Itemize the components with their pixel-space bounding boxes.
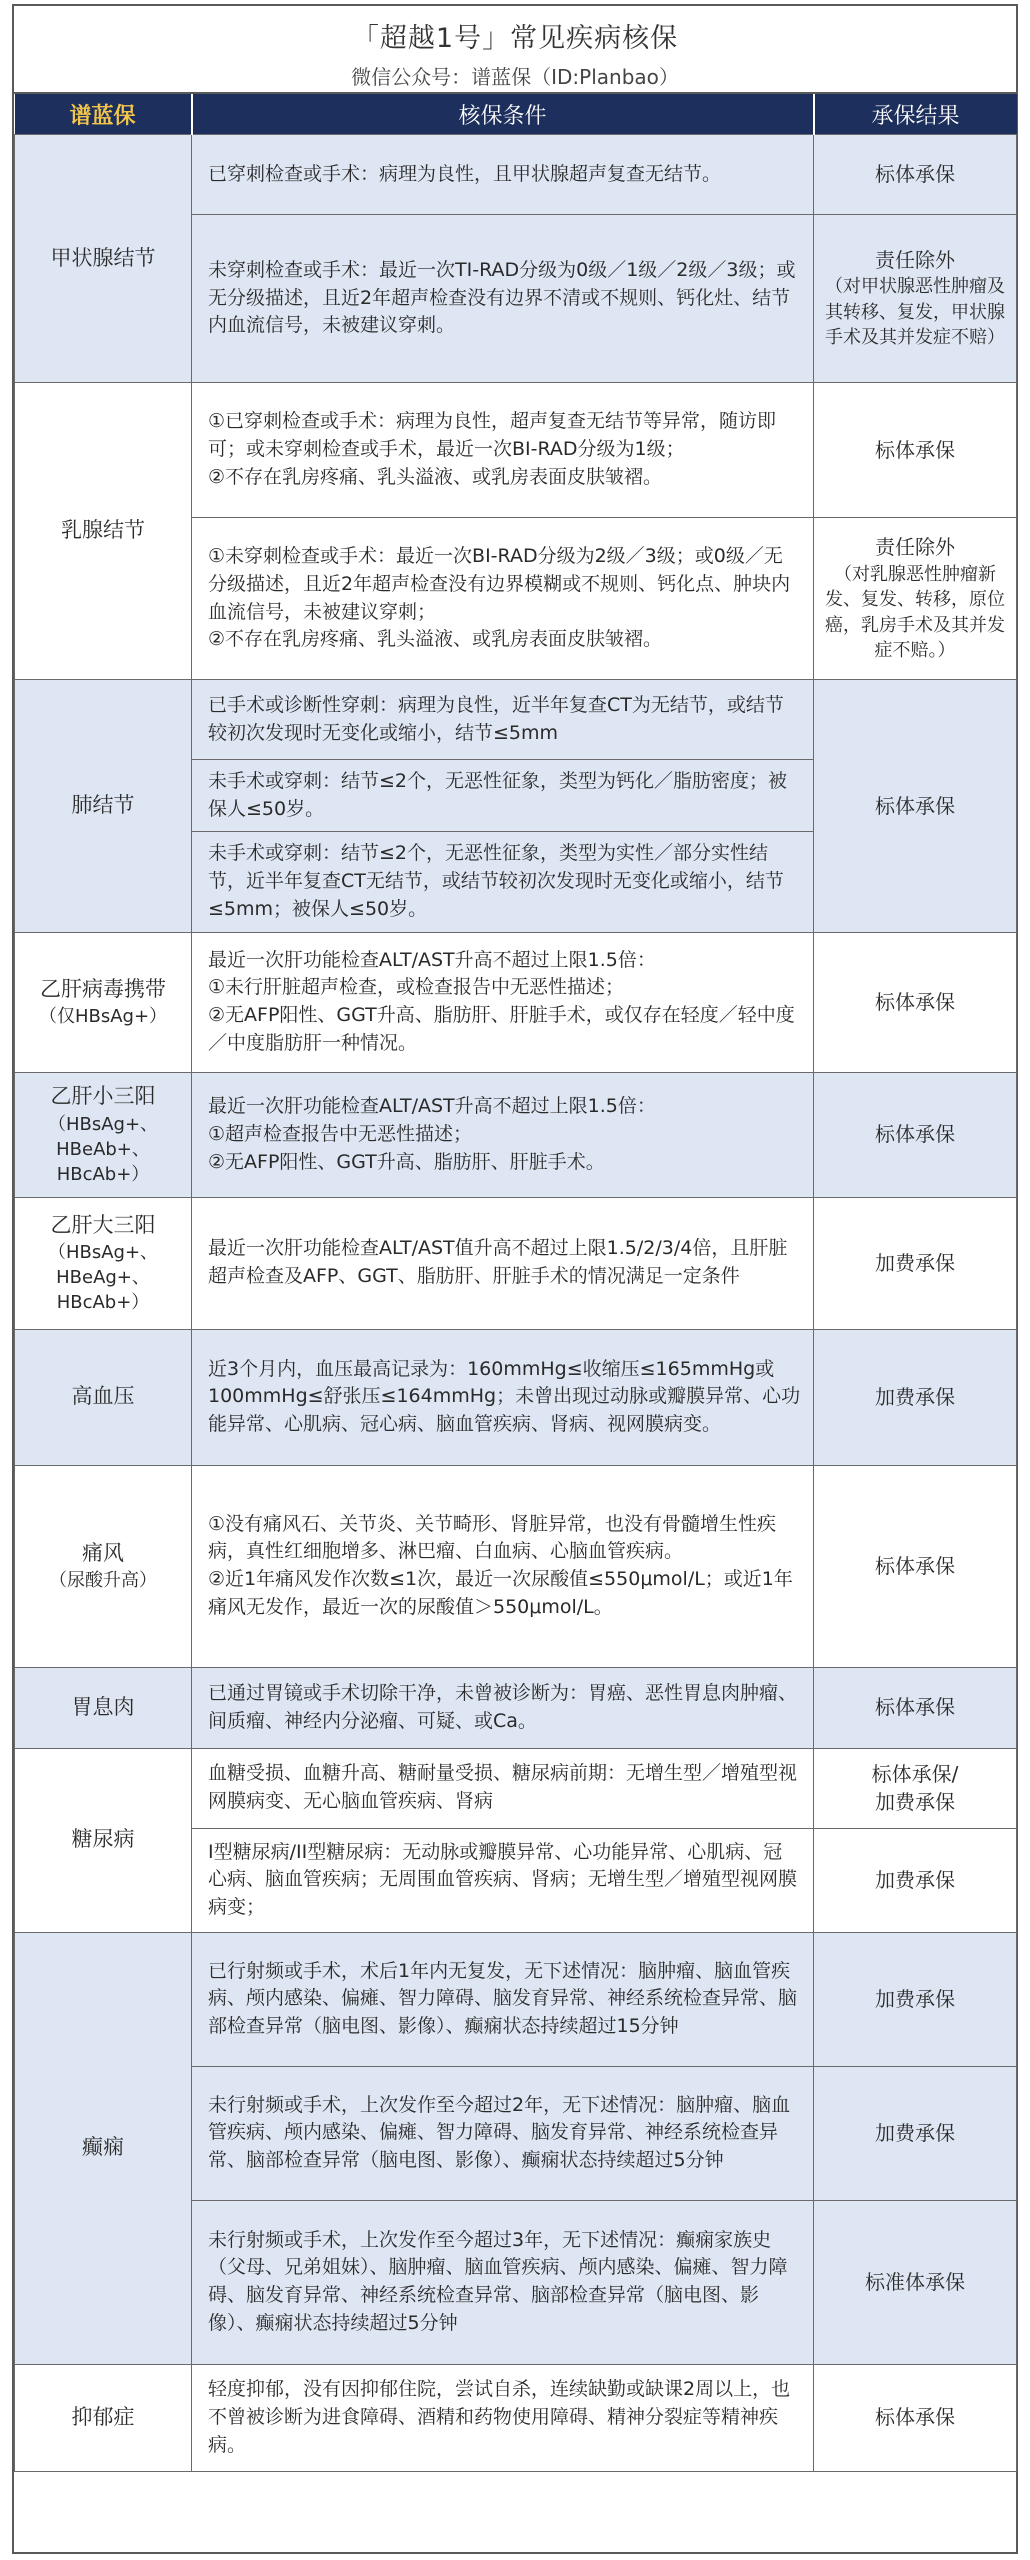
underwriting-sheet <box>12 4 1018 2554</box>
table-row <box>15 1932 1017 2066</box>
table-row <box>15 2364 1017 2471</box>
result-label: 标体承保/ 加费承保 <box>871 1761 959 1815</box>
condition-cell: 已通过胃镜或手术切除干净，未曾被诊断为：胃癌、恶性胃息肉肿瘤、间质瘤、神经内分泌瘤、可疑、或Ca。 <box>192 1667 814 1748</box>
page-title: 「超越1号」常见疾病核保 <box>351 23 679 54</box>
condition-cell: 已手术或诊断性穿刺：病理为良性，近半年复查CT为无结节，或结节较初次发现时无变化或缩小，结节≤5mm <box>192 680 814 760</box>
disease-name-cell <box>15 1197 192 1329</box>
result-cell <box>814 2200 1017 2364</box>
disease-name-cell <box>15 1072 192 1197</box>
underwriting-table <box>14 94 1017 2472</box>
condition-cell: 最近一次肝功能检查ALT/AST值升高不超过上限1.5/2/3/4倍，且肝脏超声检查及AFP、GGT、脂肪肝、肝脏手术的情况满足一定条件 <box>192 1197 814 1329</box>
table-row <box>15 1197 1017 1329</box>
result-label: 加费承保 <box>875 1867 955 1892</box>
condition-cell: 未穿刺检查或手术：最近一次TI-RAD分级为0级／1级／2级／3级；或无分级描述，且近2年超声检查没有边界不清或不规则、钙化灶、结节内血流信号，未被建议穿刺。 <box>192 215 814 383</box>
disease-name: 甲状腺结节 <box>50 245 156 270</box>
condition-cell: 未手术或穿刺：结节≤2个，无恶性征象，类型为实性／部分实性结节，近半年复查CT无结节，或结节较初次发现时无变化或缩小，结节≤5mm；被保人≤50岁。 <box>192 832 814 932</box>
disease-name-cell <box>15 1667 192 1748</box>
result-label: 加费承保 <box>875 2120 955 2145</box>
result-cell <box>814 135 1017 215</box>
result-label: 标体承保 <box>875 1553 955 1578</box>
condition-cell: 近3个月内，血压最高记录为：160mmHg≤收缩压≤165mmHg或100mmHg≤舒张压≤164mmHg；未曾出现过动脉或瓣膜异常、心功能异常、心肌病、冠心病、脑血管疾病、肾病、视网膜病变。 <box>192 1329 814 1465</box>
result-label: 标体承保 <box>875 989 955 1014</box>
result-label: 责任除外 <box>875 247 955 272</box>
table-row <box>15 135 1017 215</box>
result-cell <box>814 518 1017 680</box>
table-row <box>15 1465 1017 1667</box>
condition-cell: 已穿刺检查或手术：病理为良性，且甲状腺超声复查无结节。 <box>192 135 814 215</box>
result-label: 加费承保 <box>875 1250 955 1275</box>
condition-cell: 未行射频或手术，上次发作至今超过2年，无下述情况：脑肿瘤、脑血管疾病、颅内感染、偏瘫、智力障碍、脑发育异常、神经系统检查异常、脑部检查异常（脑电图、影像）、癫痫状态持续超过5分钟 <box>192 2066 814 2200</box>
table-header-row <box>15 94 1017 135</box>
disease-name-cell <box>15 2364 192 2471</box>
disease-name: 乳腺结节 <box>61 518 145 543</box>
table-row <box>15 1072 1017 1197</box>
conditions-column-header: 核保条件 <box>192 94 814 135</box>
condition-cell: 最近一次肝功能检查ALT/AST升高不超过上限1.5倍： ①未行肝脏超声检查，或检查报告中无恶性描述； ②无AFP阳性、GGT升高、脂肪肝、肝脏手术，或仅存在轻度／轻中度／中度脂肪肝一种情况。 <box>192 932 814 1072</box>
result-cell <box>814 215 1017 383</box>
result-label: 标体承保 <box>875 162 955 187</box>
result-cell <box>814 383 1017 518</box>
disease-name: 乙肝大三阳 <box>50 1212 156 1237</box>
condition-cell: ①未穿刺检查或手术：最近一次BI-RAD分级为2级／3级；或0级／无分级描述，且近2年超声检查没有边界模糊或不规则、钙化点、肿块内血流信号，未被建议穿刺； ②不存在乳房疼痛、乳头溢液、或乳房表面皮肤皱褶。 <box>192 518 814 680</box>
disease-subtitle: （HBsAg+、 HBeAg+、 HBcAb+） <box>47 1242 159 1314</box>
disease-name-cell <box>15 1465 192 1667</box>
table-row <box>15 1329 1017 1465</box>
result-cell <box>814 1072 1017 1197</box>
condition-cell: 最近一次肝功能检查ALT/AST升高不超过上限1.5倍： ①超声检查报告中无恶性描述； ②无AFP阳性、GGT升高、脂肪肝、肝脏手术。 <box>192 1072 814 1197</box>
result-cell <box>814 1329 1017 1465</box>
disease-name: 胃息肉 <box>71 1694 135 1719</box>
table-row <box>15 680 1017 760</box>
result-label: 加费承保 <box>875 1384 955 1409</box>
result-note: （对甲状腺恶性肿瘤及其转移、复发，甲状腺手术及其并发症不赔） <box>825 276 1005 349</box>
disease-subtitle: （HBsAg+、 HBeAb+、 HBcAb+） <box>47 1113 159 1185</box>
result-cell <box>814 1748 1017 1828</box>
disease-subtitle: （仅HBsAg+） <box>38 1006 168 1028</box>
table-row <box>15 1748 1017 1828</box>
result-cell <box>814 1932 1017 2066</box>
result-cell: 标体承保 <box>814 680 1017 933</box>
result-label: 标体承保 <box>875 2405 955 2430</box>
disease-name: 抑郁症 <box>71 2404 135 2429</box>
disease-name-cell <box>15 1932 192 2364</box>
disease-name-cell <box>15 680 192 933</box>
result-cell <box>814 932 1017 1072</box>
result-cell <box>814 1197 1017 1329</box>
result-column-header: 承保结果 <box>814 94 1017 135</box>
disease-name: 糖尿病 <box>71 1827 135 1852</box>
result-note: （对乳腺恶性肿瘤新发、复发、转移，原位癌，乳房手术及其并发症不赔。） <box>825 563 1005 662</box>
result-label: 加费承保 <box>875 1986 955 2011</box>
disease-name-cell <box>15 932 192 1072</box>
condition-cell: I型糖尿病/II型糖尿病：无动脉或瓣膜异常、心功能异常、心肌病、冠心病、脑血管疾病；无周围血管疾病、肾病；无增生型／增殖型视网膜病变； <box>192 1828 814 1932</box>
brand-column-header: 谱蓝保 <box>15 94 192 135</box>
condition-cell: 未行射频或手术，上次发作至今超过3年，无下述情况：癫痫家族史（父母、兄弟姐妹）、脑肿瘤、脑血管疾病、颅内感染、偏瘫、智力障碍、脑发育异常、神经系统检查异常、脑部检查异常（脑电图、影像）、癫痫状态持续超过5分钟 <box>192 2200 814 2364</box>
result-cell <box>814 1465 1017 1667</box>
table-row <box>15 383 1017 518</box>
disease-name: 癫痫 <box>82 2135 124 2160</box>
result-label: 标体承保 <box>875 1695 955 1720</box>
result-cell <box>814 1667 1017 1748</box>
disease-name-cell <box>15 1748 192 1932</box>
result-label: 标体承保 <box>875 437 955 462</box>
table-body <box>15 135 1017 2472</box>
condition-cell: 轻度抑郁，没有因抑郁住院，尝试自杀，连续缺勤或缺课2周以上，也不曾被诊断为进食障碍、酒精和药物使用障碍、精神分裂症等精神疾病。 <box>192 2364 814 2471</box>
result-label: 标体承保 <box>875 1122 955 1147</box>
disease-name: 肺结节 <box>71 793 135 818</box>
disease-name: 高血压 <box>71 1384 135 1409</box>
result-cell <box>814 2066 1017 2200</box>
page-subtitle: 微信公众号：谱蓝保（ID:Planbao） <box>351 65 679 89</box>
result-cell <box>814 2364 1017 2471</box>
result-cell <box>814 1828 1017 1932</box>
disease-name-cell <box>15 1329 192 1465</box>
disease-name-cell <box>15 383 192 680</box>
result-label: 标准体承保 <box>865 2269 965 2294</box>
condition-cell: 未手术或穿刺：结节≤2个，无恶性征象，类型为钙化／脂肪密度；被保人≤50岁。 <box>192 760 814 832</box>
result-label: 责任除外 <box>875 535 955 560</box>
table-row <box>15 932 1017 1072</box>
condition-cell: 血糖受损、血糖升高、糖耐量受损、糖尿病前期：无增生型／增殖型视网膜病变、无心脑血管疾病、肾病 <box>192 1748 814 1828</box>
disease-name: 乙肝病毒携带 <box>40 976 166 1001</box>
disease-subtitle: （尿酸升高） <box>49 1570 157 1592</box>
disease-name: 痛风 <box>82 1540 124 1565</box>
condition-cell: ①已穿刺检查或手术：病理为良性，超声复查无结节等异常，随访即可；或未穿刺检查或手术，最近一次BI-RAD分级为1级； ②不存在乳房疼痛、乳头溢液、或乳房表面皮肤皱褶。 <box>192 383 814 518</box>
condition-cell: ①没有痛风石、关节炎、关节畸形、肾脏异常，也没有骨髓增生性疾病，真性红细胞增多、淋巴瘤、白血病、心脑血管疾病。 ②近1年痛风发作次数≤1次，最近一次尿酸值≤550μmol/L；或近1年痛风无发作，最近一次的尿酸值＞550μmol/L。 <box>192 1465 814 1667</box>
disease-name-cell <box>15 135 192 383</box>
disease-name: 乙肝小三阳 <box>50 1084 156 1109</box>
condition-cell: 已行射频或手术，术后1年内无复发，无下述情况：脑肿瘤、脑血管疾病、颅内感染、偏瘫、智力障碍、脑发育异常、神经系统检查异常、脑部检查异常（脑电图、影像）、癫痫状态持续超过15分钟 <box>192 1932 814 2066</box>
table-row <box>15 1667 1017 1748</box>
title-block <box>14 6 1016 94</box>
